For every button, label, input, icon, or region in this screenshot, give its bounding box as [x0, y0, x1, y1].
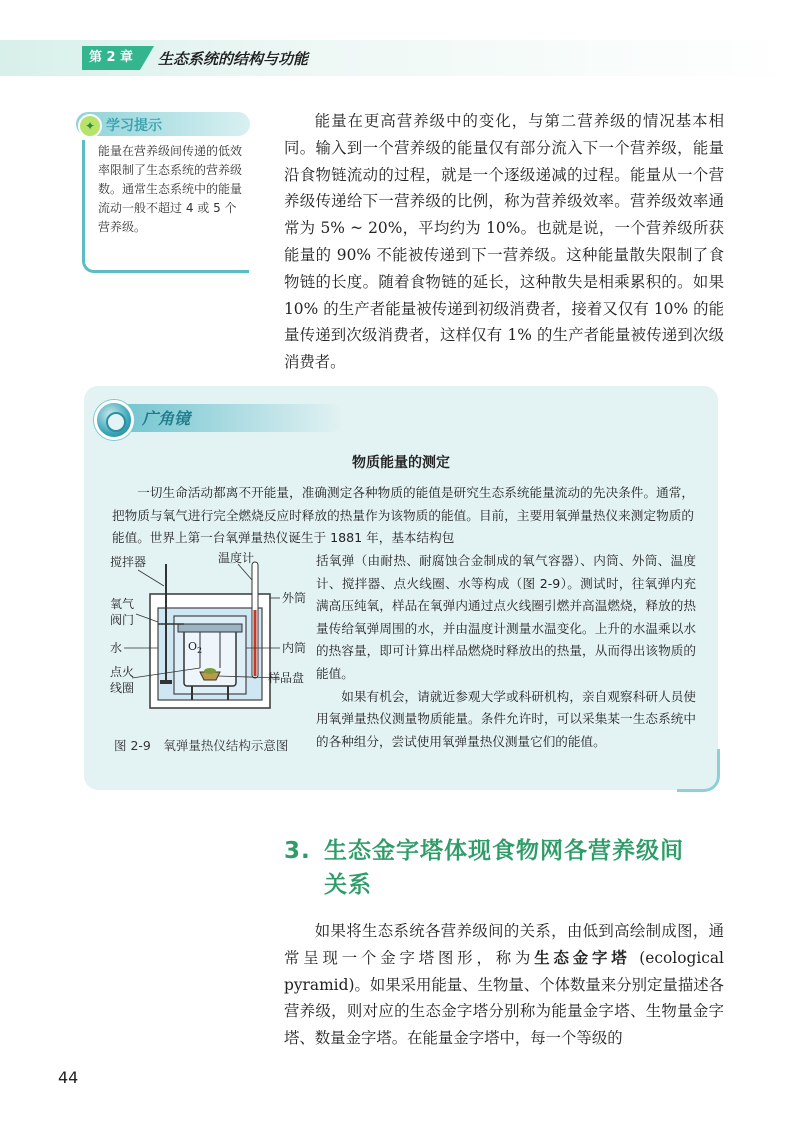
learning-tip: [76, 112, 256, 274]
lens-icon: [94, 400, 134, 440]
label-ignition-1: 点火: [110, 665, 135, 679]
label-inner-cylinder: 内筒: [282, 641, 307, 655]
label-oxygen-valve-2: 阀门: [110, 613, 135, 627]
tip-text: 能量在营养级间传递的低效率限制了生态系统的营养级数。通常生态系统中的能量流动一般不超过 4 或 5 个营养级。: [98, 144, 243, 234]
label-o2-subscript: 2: [197, 646, 203, 655]
lightbulb-icon: ✦: [78, 114, 102, 138]
label-water: 水: [110, 641, 123, 655]
section-title-1: 生态金字塔体现食物网各营养级间: [324, 838, 684, 864]
para2-after: (ecological pyramid)。如果采用能量、生物量、个体数量来分别定量描述各营养级，则对应的生态金字塔分别称为能量金字塔、生物量金字塔、数量金字塔。在能量金字塔中，每一个等级的: [284, 948, 724, 1048]
chapter-badge: 第 2 章: [82, 46, 140, 70]
box-subtitle: 物质能量的测定: [352, 455, 450, 471]
box-corner-accent: [677, 749, 720, 792]
box-right-text: [316, 550, 696, 753]
section-heading: [284, 834, 724, 902]
main-paragraph-text: 能量在更高营养级中的变化，与第二营养级的情况基本相同。输入到一个营养级的能量仅有部分流入下一个营养级，能量沿食物链流动的过程，就是一个逐级递减的过程。能量从一个营养级传递给下一营养级的比例，称为营养级效率。营养级效率通常为 5% ~ 20%，平均约为 10%。也就是说，一个营养级所获能量的 90% 不能被传递到下一营养级。这种能量散失限制了食物链的长度。随着食物链的延长，这种散失是相乘累积的。如果 10% 的生产者能量被传递到初级消费者，接着又仅有 10% 的能量传递到次级消费者，这样仅有 1% 的生产者能量被传递到次级消费者。: [284, 112, 724, 372]
section-paragraph: [284, 918, 724, 1052]
box-right-p1: 括氧弹（由耐热、耐腐蚀合金制成的氧气容器）、内筒、外筒、温度计、搅拌器、点火线圈、水等构成（图 2-9）。测试时，往氧弹内充满高压纯氧，样品在氧弹内通过点火线圈引燃并高温燃烧，释放的热量传给氧弹周围的水，并由温度计测量水温变化。上升的水温乘以水的热容量，即可计算出样品燃烧时释放出的热量，从而得出该物质的能值。: [316, 553, 696, 681]
section-title-2: 关系: [324, 872, 372, 898]
term-ecological-pyramid: 生态金字塔: [534, 948, 631, 967]
bomb-lid-shape: [178, 624, 242, 632]
leader-thermometer: [238, 564, 252, 580]
sample-shape: [204, 668, 216, 674]
chapter-title: 生态系统的结构与功能: [158, 50, 309, 68]
section-number: 3.: [284, 838, 311, 864]
wide-angle-label: 广角镜: [142, 409, 191, 428]
box-intro: [112, 482, 694, 550]
box-intro-text: 一切生命活动都离不开能量，准确测定各种物质的能值是研究生态系统能量流动的先决条件。通常，把物质与氧气进行完全燃烧反应时释放的热量作为该物质的能值。目前，主要用氧弹量热仪来测定物质的能值。世界上第一台氧弹量热仪诞生于 1881 年，基本结构包: [112, 485, 694, 546]
page-number: 44: [58, 1068, 79, 1087]
tip-label: 学习提示: [106, 118, 162, 134]
chapter-badge-notch: [140, 46, 154, 70]
calorimeter-figure: [108, 550, 318, 730]
label-o2-letter: O: [188, 640, 198, 653]
label-stirrer: 搅拌器: [110, 555, 147, 569]
label-thermometer: 温度计: [218, 551, 255, 565]
label-ignition-2: 线圈: [110, 681, 135, 695]
label-oxygen-valve-1: 氧气: [110, 597, 135, 611]
tip-label-bar: [76, 112, 250, 136]
page-header: [0, 40, 800, 76]
wide-angle-box: [84, 386, 718, 790]
leader-stirrer: [138, 570, 164, 586]
label-outer-cylinder: 外筒: [282, 591, 307, 605]
thermometer-mercury: [254, 610, 257, 676]
para2-before: 如果将生态系统各营养级间的关系，由低到高绘制成图，通常呈现一个金字塔图形，称为: [284, 922, 724, 967]
section-paragraph-text: [284, 918, 724, 1052]
main-paragraph: [284, 108, 724, 376]
stirrer-blade: [160, 680, 172, 684]
figure-caption: 图 2-9 氧弹量热仪结构示意图: [114, 738, 289, 753]
label-sample-tray: 样品盘: [268, 671, 305, 685]
calorimeter-diagram: [108, 550, 318, 730]
box-right-p2: 如果有机会，请就近参观大学或科研机构，亲自观察科研人员使用氧弹量热仪测量物质能量。条件允许时，可以采集某一生态系统中的各种组分，尝试使用氧弹量热仪测量它们的能值。: [316, 688, 696, 749]
section-heading-line-1: [284, 834, 724, 868]
